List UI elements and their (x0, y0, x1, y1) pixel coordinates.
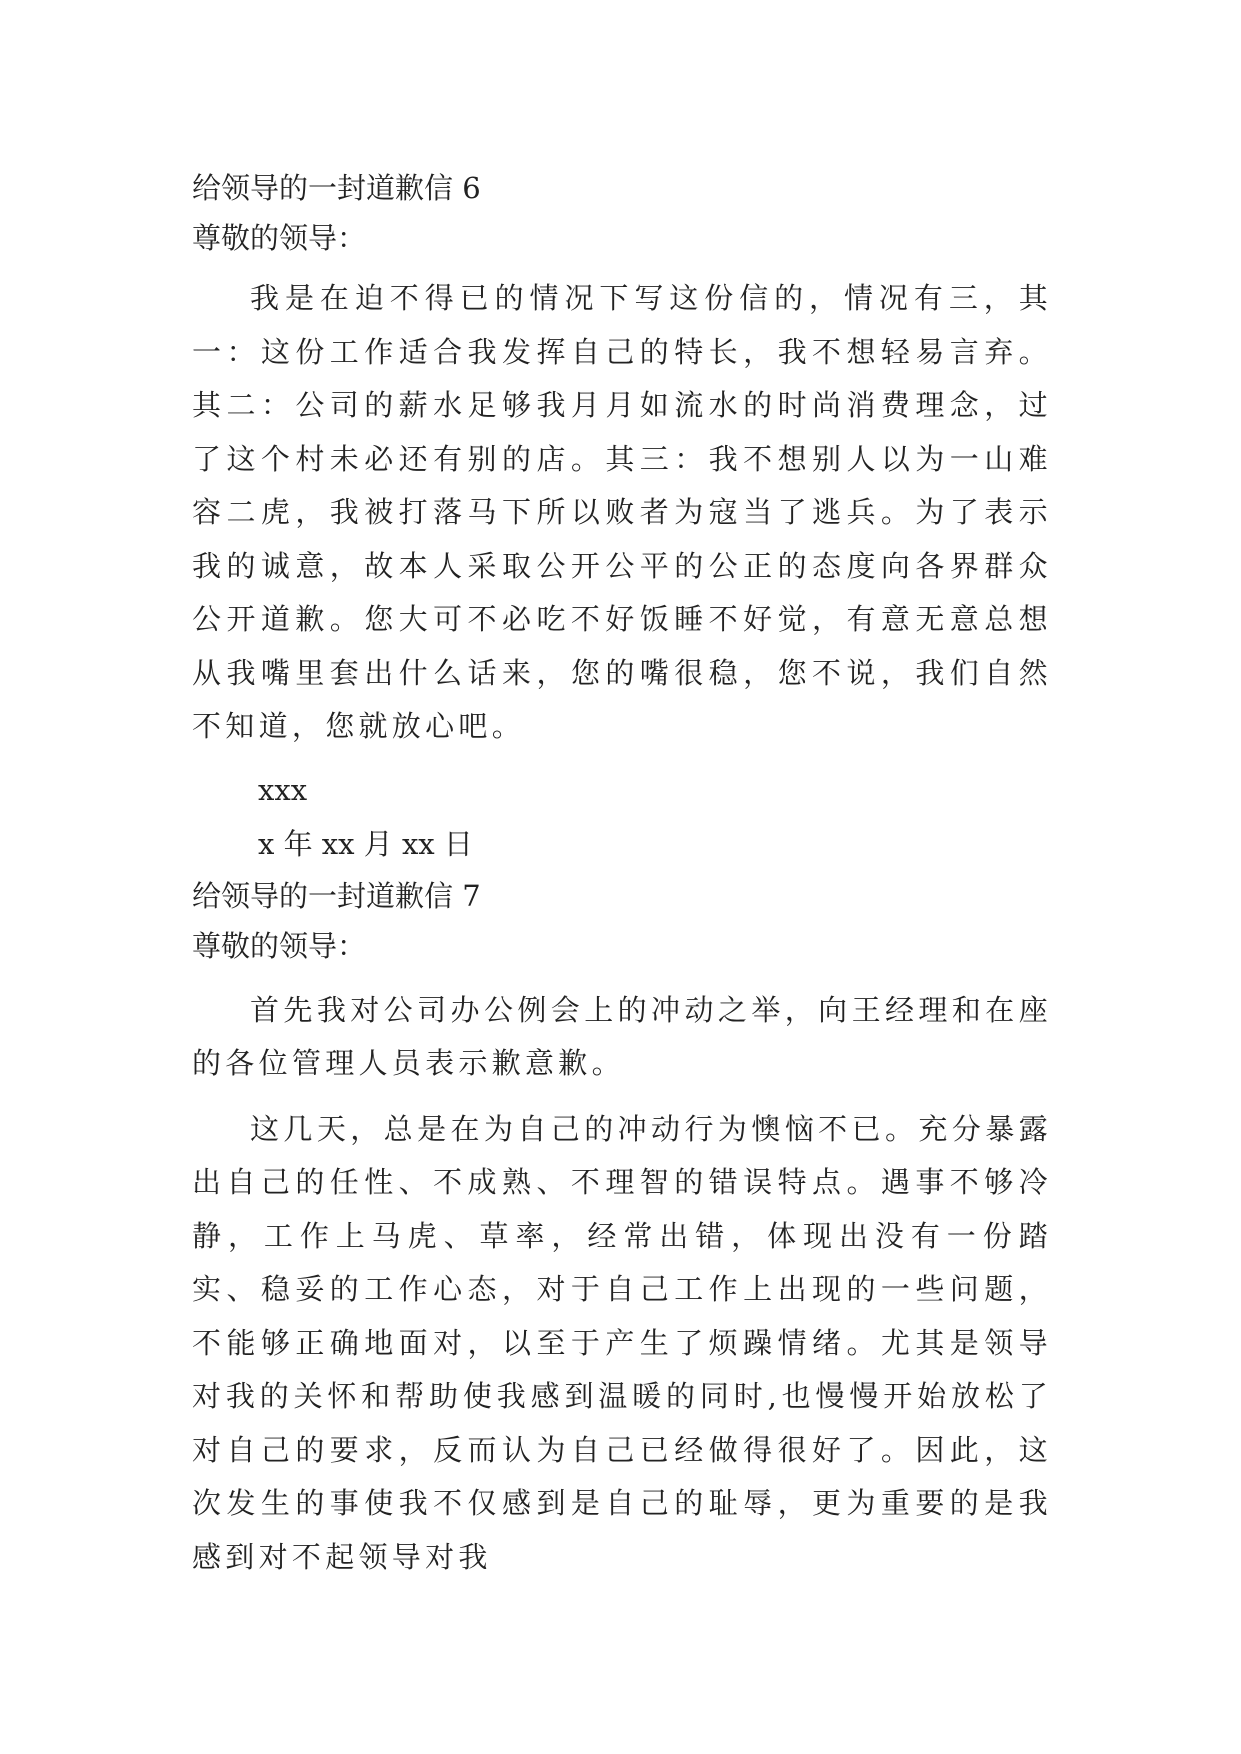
body-paragraph: 这几天，总是在为自己的冲动行为懊恼不已。充分暴露出自己的任性、不成熟、不理智的错误特点。遇事不够冷静，工作上马虎、草率，经常出错，体现出没有一份踏实、稳妥的工作心态，对于自己工作上出现的一些问题，不能够正确地面对，以至于产生了烦躁情绪。尤其是领导对我的关怀和帮助使我感到温暖的同时,也慢慢开始放松了对自己的要求，反而认为自己已经做得很好了。因此，这次发生的事使我不仅感到是自己的耻辱，更为重要的是我感到对不起领导对我 (192, 1111, 1052, 1574)
body-paragraph: 我是在迫不得已的情况下写这份信的，情况有三，其一：这份工作适合我发挥自己的特长，我不想轻易言弃。其二：公司的薪水足够我月月如流水的时尚消费理念，过了这个村未必还有别的店。其三：我不想别人以为一山难容二虎，我被打落马下所以败者为寇当了逃兵。为了表示我的诚意，故本人采取公开公平的公正的态度向各界群众公开道歉。您大可不必吃不好饭睡不好觉，有意无意总想从我嘴里套出什么话来，您的嘴很稳，您不说，我们自然不知道，您就放心吧。 (192, 281, 1052, 743)
salutation: 尊敬的领导： (192, 221, 367, 255)
body-paragraph: 首先我对公司办公例会上的冲动之举，向王经理和在座的各位管理人员表示歉意歉。 (192, 992, 1052, 1080)
letter-title: 给领导的一封道歉信 6 (192, 171, 481, 205)
salutation: 尊敬的领导： (192, 928, 367, 963)
letter-title: 给领导的一封道歉信 7 (192, 878, 481, 913)
document-page (192, 166, 1052, 1584)
signature: xxx (258, 772, 308, 807)
letter-6 (192, 166, 1052, 866)
date-line: x 年 xx 月 xx 日 (258, 826, 473, 861)
letter-7 (192, 874, 1052, 1585)
